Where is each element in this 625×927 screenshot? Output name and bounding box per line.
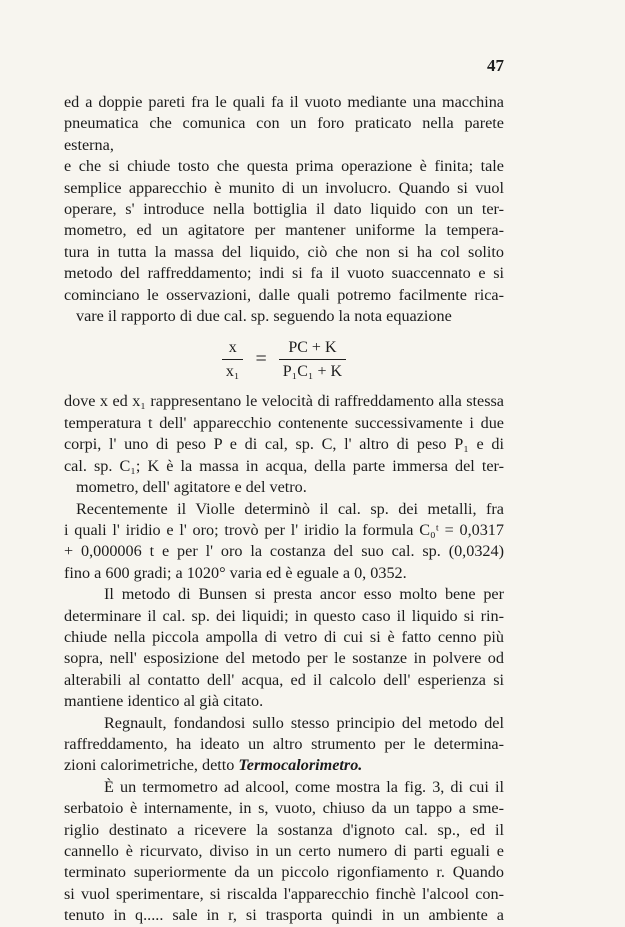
text-line: fino a 600 gradi; a 1020° varia ed è eguale a 0, 0352. bbox=[64, 563, 407, 582]
text-line: Il metodo di Bunsen si presta ancor esso molto bene per bbox=[104, 585, 504, 604]
equation-rhs-fraction bbox=[279, 337, 346, 383]
text-line: cominciano le osservazioni, dalle quali potremo facilmente rica- bbox=[64, 285, 504, 304]
text-line: determinare il cal. sp. dei liquidi; in questo caso il liquido si rin- bbox=[64, 606, 504, 625]
text-line: mometro, ed un agitatore per mantener uniforme la tempera- bbox=[64, 221, 504, 240]
text-line: raffreddamento, ha ideato un altro strumento per le determina- bbox=[64, 734, 504, 753]
text-line: mantiene identico al già citato. bbox=[64, 692, 264, 711]
text-line: dove x ed x₁ rappresentano le velocità di raffreddamento alla stessa bbox=[64, 392, 504, 411]
text-line: vare il rapporto di due cal. sp. seguendo la nota equazione bbox=[76, 307, 452, 326]
paragraph-1 bbox=[64, 92, 504, 327]
equation-lhs-denominator: x₁ bbox=[222, 359, 244, 382]
text-line: Regnault, fondandosi sullo stesso principio del metodo del bbox=[104, 713, 504, 732]
text-line: ed a doppie pareti fra le quali fa il vuoto mediante una macchina bbox=[64, 93, 504, 111]
text-line bbox=[64, 755, 504, 776]
text-line: Recentemente il Violle determinò il cal. sp. dei metalli, fra bbox=[76, 499, 504, 518]
text-line: tura in tutta la massa del liquido, ciò che non si ha col solito bbox=[64, 242, 504, 261]
body-text bbox=[64, 92, 504, 927]
text-line: tenuto in q..... sale in r, si trasporta quindi in un ambiente a bbox=[64, 906, 504, 925]
equation-lhs-numerator: x bbox=[228, 338, 237, 356]
text-line: mometro, dell' agitatore e del vetro. bbox=[76, 478, 307, 497]
paragraph-5 bbox=[64, 713, 504, 777]
instrument-name: Termocalorimetro. bbox=[238, 756, 363, 775]
text-fragment: zioni calorimetriche, detto bbox=[64, 756, 239, 775]
paragraph-3 bbox=[64, 499, 504, 585]
text-line: i quali l' iridio e l' oro; trovò per l' iridio la formula C₀ᵗ = 0,0317 bbox=[64, 520, 504, 539]
text-line: riglio destinato a ricevere la sostanza d'ignoto cal. sp., ed il bbox=[64, 820, 504, 839]
equation bbox=[64, 333, 504, 385]
paragraph-2 bbox=[64, 391, 504, 498]
text-line: chiude nella piccola ampolla di vetro di cui si è fatto cenno più bbox=[64, 627, 504, 646]
text-line: cal. sp. C₁; K è la massa in acqua, della parte immersa del ter- bbox=[64, 456, 504, 475]
text-line: È un termometro ad alcool, come mostra la fig. 3, di cui il bbox=[104, 777, 504, 796]
page-number: 47 bbox=[487, 56, 504, 75]
text-line: serbatoio è internamente, in s, vuoto, chiuso da un tappo a sme- bbox=[64, 799, 504, 818]
text-line: temperatura t dell' apparecchio contenente successivamente i due bbox=[64, 413, 504, 432]
text-line: corpi, l' uno di peso P e di cal, sp. C, l' altro di peso P₁ e di bbox=[64, 435, 504, 454]
text-line: operare, s' introduce nella bottiglia il dato liquido con un ter- bbox=[64, 200, 504, 219]
text-line: pneumatica che comunica con un foro praticato nella parete esterna, bbox=[64, 114, 504, 154]
text-line: + 0,000006 t e per l' oro la costanza del suo cal. sp. (0,0324) bbox=[64, 542, 504, 561]
text-line: alterabili al contatto dell' acqua, ed il calcolo dell' esperienza si bbox=[64, 670, 504, 689]
equation-lhs-fraction bbox=[222, 337, 244, 383]
text-line: semplice apparecchio è munito di un involucro. Quando si vuol bbox=[64, 178, 504, 197]
paragraph-6 bbox=[64, 777, 504, 927]
equation-equals-sign: = bbox=[255, 347, 267, 370]
text-line: cannello è ricurvato, diviso in un certo numero di parti eguali e bbox=[64, 842, 504, 860]
text-line: e che si chiude tosto che questa prima operazione è finita; tale bbox=[64, 157, 504, 176]
text-line: terminato superiormente da un piccolo rigonfiamento r. Quando bbox=[64, 863, 504, 882]
paragraph-4 bbox=[64, 584, 504, 712]
equation-rhs-denominator: P₁C₁ + K bbox=[279, 359, 346, 382]
text-line: sopra, nell' esposizione del metodo per le sostanze in polvere od bbox=[64, 649, 504, 668]
text-line: metodo del raffreddamento; indi si fa il vuoto suaccennato e si bbox=[64, 264, 504, 283]
equation-rhs-numerator: PC + K bbox=[288, 338, 337, 356]
text-line: si vuol sperimentare, si riscalda l'apparecchio finchè l'alcool con- bbox=[64, 884, 504, 903]
